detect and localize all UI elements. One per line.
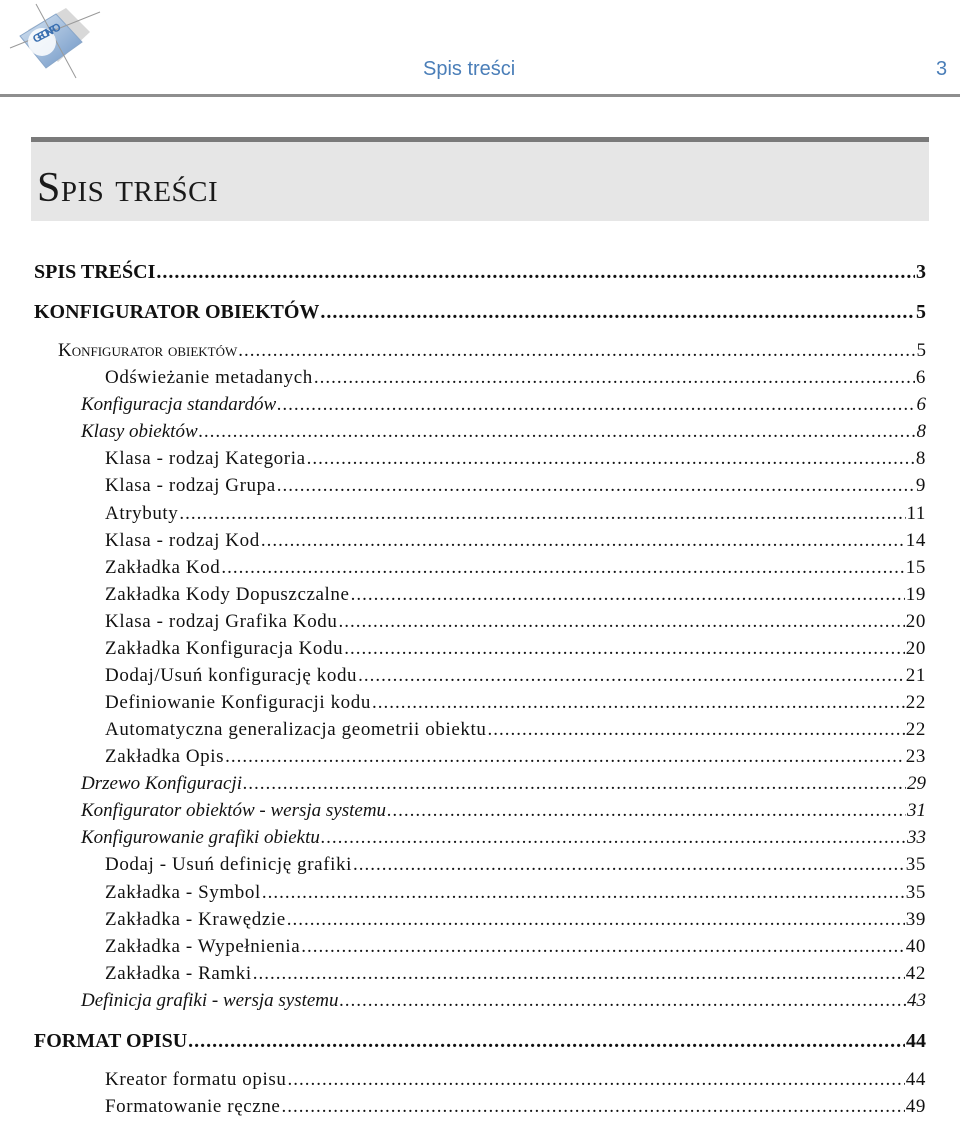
toc-entry-page: 31: [907, 800, 926, 821]
logo-lettering: GEO-INFO: [31, 21, 64, 46]
toc-entry-page: 20: [905, 611, 926, 632]
toc-entry-label: Atrybuty: [105, 503, 179, 524]
toc-leader-dots: [307, 446, 915, 472]
toc-entry[interactable]: [105, 852, 926, 878]
toc-entry-label: Definicja grafiki - wersja systemu: [81, 990, 339, 1011]
toc-leader-dots: [314, 365, 915, 391]
toc-leader-dots: [339, 609, 905, 635]
toc-entry-label: Drzewo Konfiguracji: [81, 773, 242, 794]
toc-entry-label: Zakładka Kody Dopuszczalne: [105, 584, 350, 605]
toc-entry[interactable]: [105, 446, 926, 472]
toc-entry-label: Konfigurowanie grafiki obiektu: [81, 827, 320, 848]
running-header-page-number: 3: [936, 58, 948, 80]
toc-entry-label: Formatowanie ręczne: [105, 1096, 281, 1117]
toc-entry[interactable]: [105, 528, 926, 554]
toc-leader-dots: [199, 419, 916, 445]
toc-leader-dots: [287, 1067, 904, 1093]
toc-entry[interactable]: [81, 798, 926, 824]
toc-leader-dots: [179, 501, 905, 527]
toc-entry-page: 3: [916, 261, 926, 283]
toc-entry[interactable]: [105, 663, 926, 689]
toc-entry-page: 39: [905, 909, 926, 930]
toc-entry-label: Definiowanie Konfiguracji kodu: [105, 692, 371, 713]
toc-entry-page: 35: [905, 854, 926, 875]
toc-entry[interactable]: [105, 555, 926, 581]
toc-leader-dots: [221, 555, 904, 581]
toc-entry[interactable]: [105, 717, 926, 743]
toc-entry-label: FORMAT OPISU: [34, 1030, 188, 1052]
toc-entry-label: Zakładka - Krawędzie: [105, 909, 286, 930]
toc-leader-dots: [340, 988, 906, 1014]
toc-entry-page: 15: [905, 557, 926, 578]
toc-entry-label: Klasy obiektów: [81, 421, 198, 442]
toc-entry-page: 29: [907, 773, 926, 794]
toc-entry[interactable]: [105, 473, 926, 499]
toc-entry-label: Odświeżanie metadanych: [105, 367, 313, 388]
toc-entry[interactable]: [105, 744, 926, 770]
toc-entry-page: 6: [916, 394, 926, 415]
toc-entry[interactable]: [81, 825, 926, 851]
toc-entry[interactable]: [81, 392, 926, 418]
toc-entry-label: Konfigurator obiektów: [58, 340, 238, 361]
toc-entry-page: 43: [907, 990, 926, 1011]
toc-entry-label: Zakładka - Wypełnienia: [105, 936, 301, 957]
toc-leader-dots: [321, 825, 906, 851]
toc-leader-dots: [351, 582, 905, 608]
toc-entry[interactable]: [105, 880, 926, 906]
toc-leader-dots: [277, 392, 915, 418]
running-header-title: Spis treści: [423, 58, 516, 80]
toc-entry[interactable]: [81, 771, 926, 797]
toc-leader-dots: [387, 798, 906, 824]
toc-entry-page: 8: [916, 421, 926, 442]
toc-entry-label: Klasa - rodzaj Kod: [105, 530, 260, 551]
toc-entry[interactable]: [105, 365, 926, 391]
toc-leader-dots: [353, 852, 905, 878]
toc-leader-dots: [156, 259, 915, 285]
toc-leader-dots: [320, 299, 915, 325]
toc-leader-dots: [225, 744, 905, 770]
toc-entry-label: Zakładka - Ramki: [105, 963, 252, 984]
toc-entry-label: Klasa - rodzaj Grafika Kodu: [105, 611, 338, 632]
toc-leader-dots: [287, 907, 905, 933]
toc-entry[interactable]: [105, 1094, 926, 1120]
toc-entry[interactable]: [105, 582, 926, 608]
toc-entry[interactable]: [105, 501, 926, 527]
toc-entry[interactable]: [34, 1028, 926, 1054]
toc-leader-dots: [262, 880, 905, 906]
toc-entry[interactable]: [105, 1067, 926, 1093]
toc-entry-page: 42: [905, 963, 926, 984]
toc-entry[interactable]: [81, 419, 926, 445]
toc-entry-page: 14: [905, 530, 926, 551]
toc-entry[interactable]: [34, 299, 926, 325]
toc-entry[interactable]: [105, 961, 926, 987]
toc-leader-dots: [277, 473, 915, 499]
toc-entry-label: Zakładka Konfiguracja Kodu: [105, 638, 344, 659]
toc-leader-dots: [358, 663, 905, 689]
toc-entry-label: Zakładka - Symbol: [105, 882, 261, 903]
toc-entry[interactable]: [105, 934, 926, 960]
toc-leader-dots: [243, 771, 906, 797]
toc-entry-page: 6: [915, 367, 926, 388]
toc-entry-label: KONFIGURATOR OBIEKTÓW: [34, 301, 320, 323]
toc-entry-page: 23: [905, 746, 926, 767]
toc-entry-label: Automatyczna generalizacja geometrii obiektu: [105, 719, 487, 740]
toc-entry-page: 21: [905, 665, 926, 686]
toc-entry-page: 40: [905, 936, 926, 957]
toc-leader-dots: [281, 1094, 904, 1120]
toc-entry-page: 44: [906, 1030, 926, 1052]
toc-entry[interactable]: [58, 338, 926, 364]
toc-entry-label: Kreator formatu opisu: [105, 1069, 287, 1090]
toc-entry-page: 22: [905, 692, 926, 713]
toc-entry-page: 33: [907, 827, 926, 848]
toc-entry[interactable]: [105, 609, 926, 635]
chapter-title: Spis treści: [37, 165, 219, 211]
toc-entry-label: Konfiguracja standardów: [81, 394, 277, 415]
toc-entry-label: SPIS TREŚCI: [34, 261, 156, 283]
toc-entry-page: 35: [905, 882, 926, 903]
toc-entry[interactable]: [34, 259, 926, 285]
toc-entry-page: 22: [905, 719, 926, 740]
toc-entry-page: 49: [905, 1096, 926, 1117]
toc-entry-page: 5: [916, 340, 926, 361]
toc-leader-dots: [344, 636, 905, 662]
toc-entry-page: 44: [905, 1069, 926, 1090]
toc-leader-dots: [188, 1028, 905, 1054]
toc-entry[interactable]: [105, 636, 926, 662]
toc-leader-dots: [487, 717, 904, 743]
toc-entry[interactable]: [105, 907, 926, 933]
toc-entry-page: 8: [915, 448, 926, 469]
toc-entry-label: Zakładka Kod: [105, 557, 221, 578]
toc-entry-label: Konfigurator obiektów - wersja systemu: [81, 800, 387, 821]
toc-entry[interactable]: [105, 690, 926, 716]
toc-leader-dots: [301, 934, 905, 960]
toc-entry-page: 11: [906, 503, 926, 524]
toc-leader-dots: [261, 528, 905, 554]
toc-entry-page: 19: [905, 584, 926, 605]
toc-entry-page: 20: [905, 638, 926, 659]
toc-leader-dots: [253, 961, 905, 987]
toc-leader-dots: [238, 338, 915, 364]
toc-entry-page: 5: [916, 301, 926, 323]
toc-entry-label: Zakładka Opis: [105, 746, 225, 767]
toc-leader-dots: [372, 690, 905, 716]
toc-entry-label: Dodaj/Usuń konfigurację kodu: [105, 665, 358, 686]
toc-entry-page: 9: [915, 475, 926, 496]
toc-entry-label: Klasa - rodzaj Kategoria: [105, 448, 306, 469]
toc-entry[interactable]: [81, 988, 926, 1014]
toc-entry-label: Dodaj - Usuń definicję grafiki: [105, 854, 352, 875]
toc-entry-label: Klasa - rodzaj Grupa: [105, 475, 276, 496]
